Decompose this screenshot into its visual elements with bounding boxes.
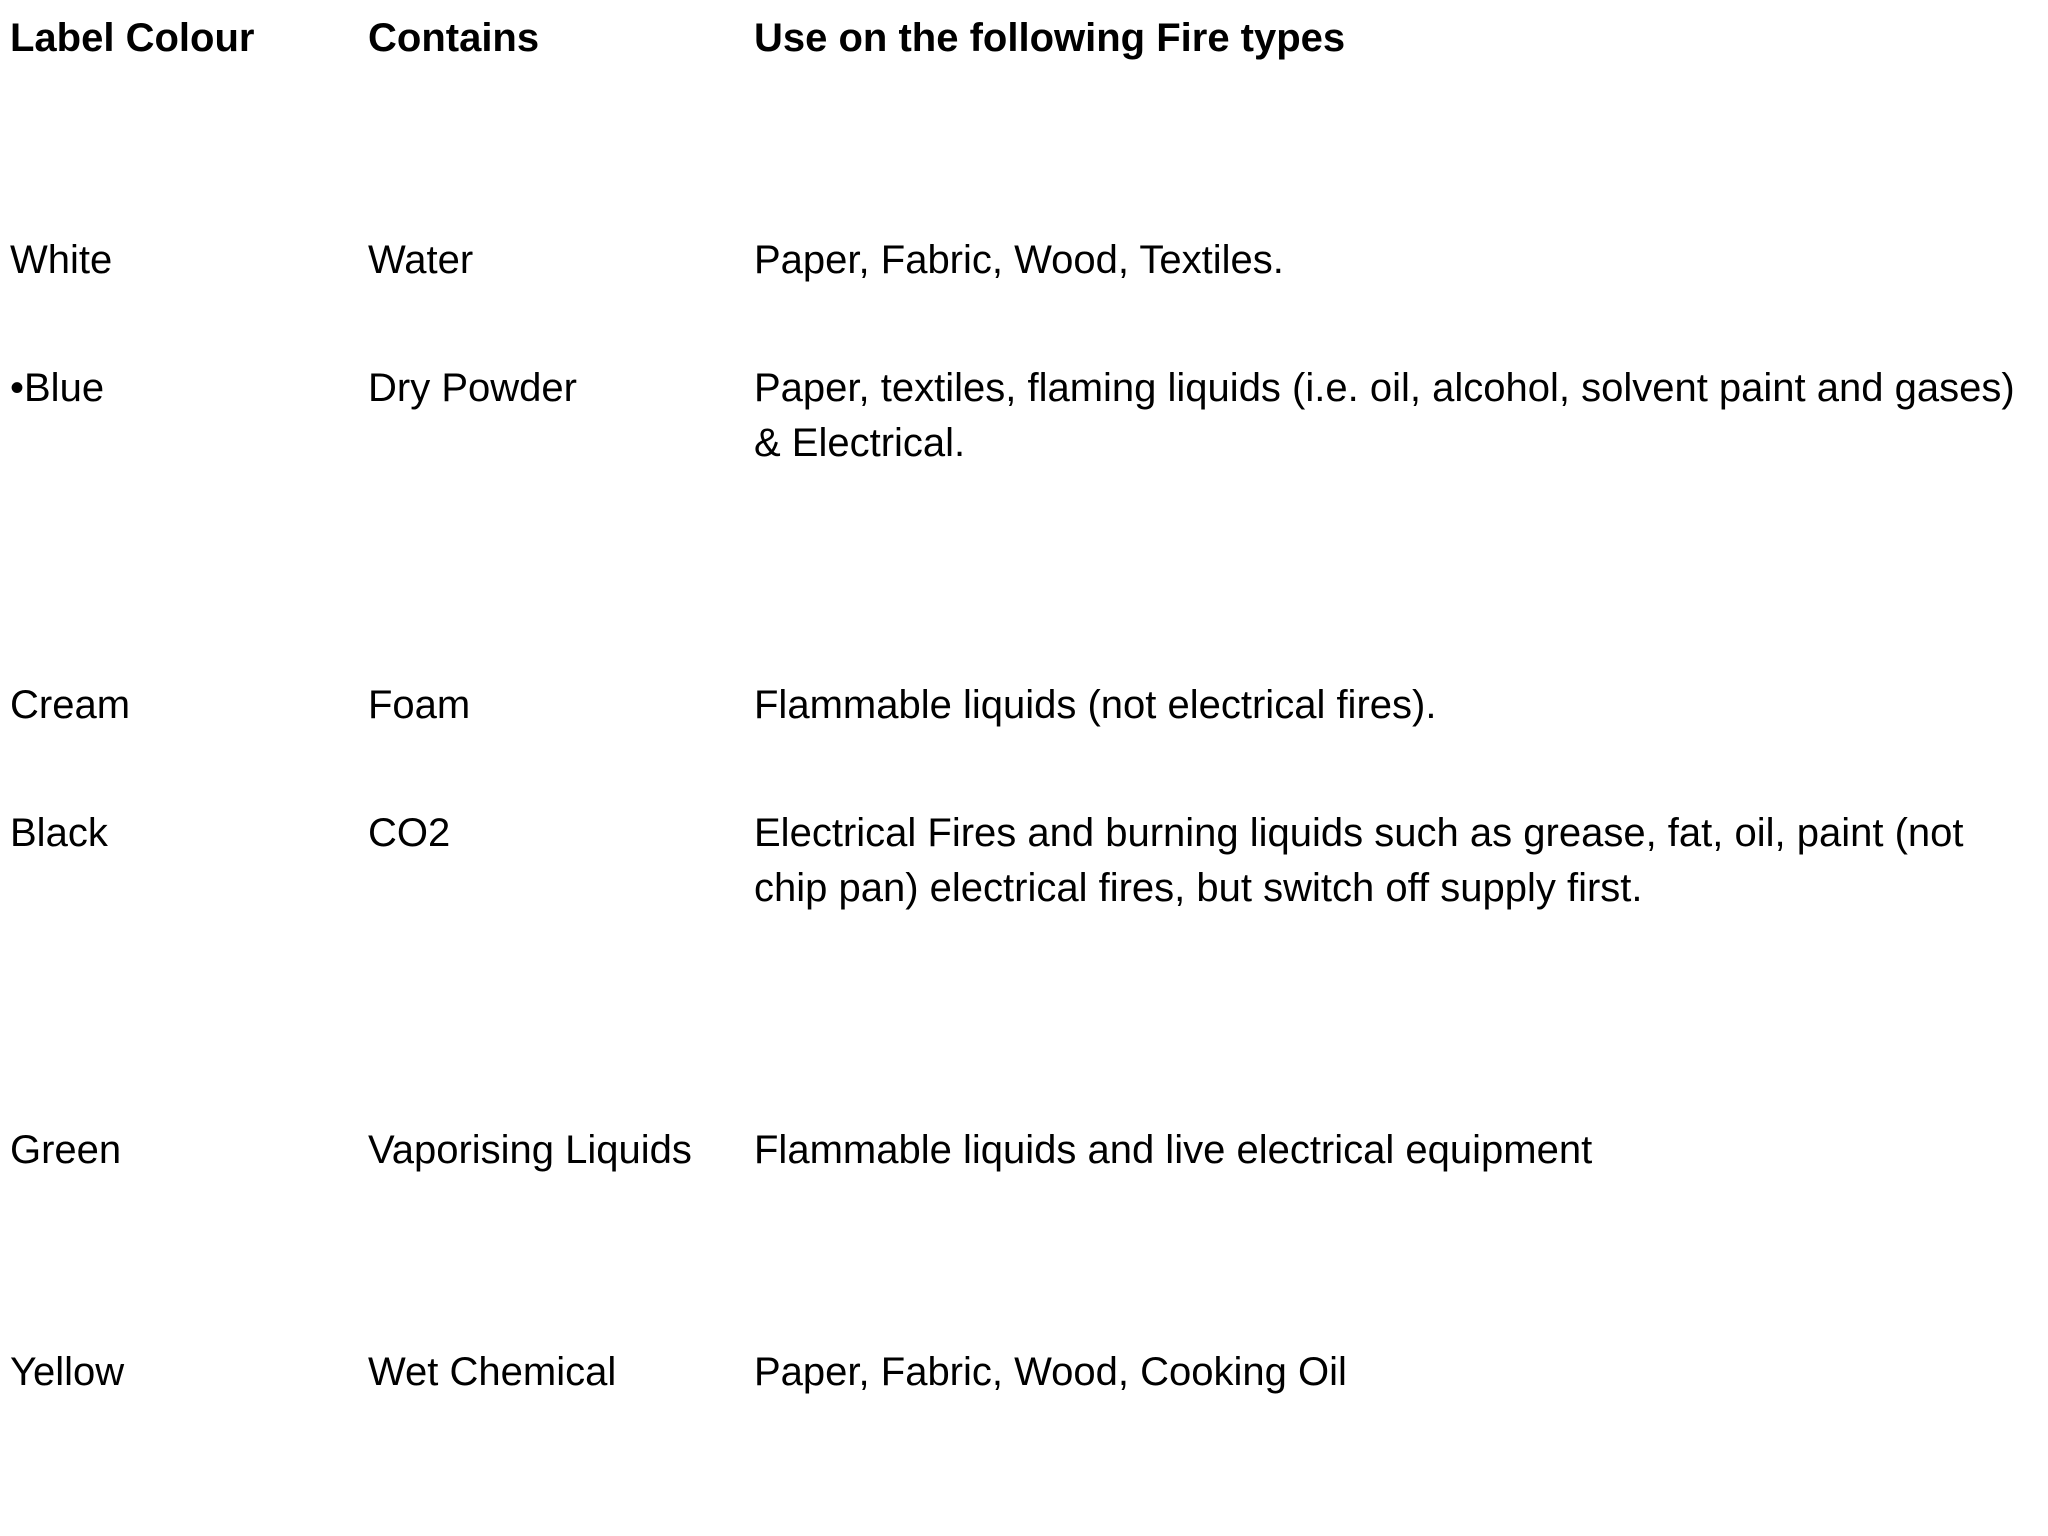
row-use: Paper, textiles, flaming liquids (i.e. oil, alcohol, solvent paint and gases) & Electrical.: [754, 366, 2015, 465]
row-contains: CO2: [368, 811, 451, 855]
header-label-colour: Label Colour: [10, 16, 255, 60]
row-contains: Dry Powder: [368, 366, 577, 410]
header-fire-types: Use on the following Fire types: [754, 16, 1346, 60]
header-contains: Contains: [368, 16, 540, 60]
row-contains: Wet Chemical: [368, 1350, 617, 1394]
row-colour: Yellow: [10, 1350, 125, 1394]
row-contains: Foam: [368, 683, 471, 727]
row-use: Flammable liquids and live electrical equipment: [754, 1128, 1593, 1172]
row-contains: Water: [368, 238, 474, 282]
row-colour: Cream: [10, 683, 131, 727]
row-contains: Vaporising Liquids: [368, 1128, 692, 1172]
row-colour: •Blue: [10, 366, 105, 410]
row-use: Paper, Fabric, Wood, Textiles.: [754, 238, 1284, 282]
row-colour: Green: [10, 1128, 122, 1172]
row-colour: Black: [10, 811, 108, 855]
row-use: Electrical Fires and burning liquids such as grease, fat, oil, paint (not chip pan) electrical fires, but switch off supply first.: [754, 811, 1964, 910]
row-use: Flammable liquids (not electrical fires).: [754, 683, 1437, 727]
row-colour: White: [10, 238, 113, 282]
row-use: Paper, Fabric, Wood, Cooking Oil: [754, 1350, 1347, 1394]
